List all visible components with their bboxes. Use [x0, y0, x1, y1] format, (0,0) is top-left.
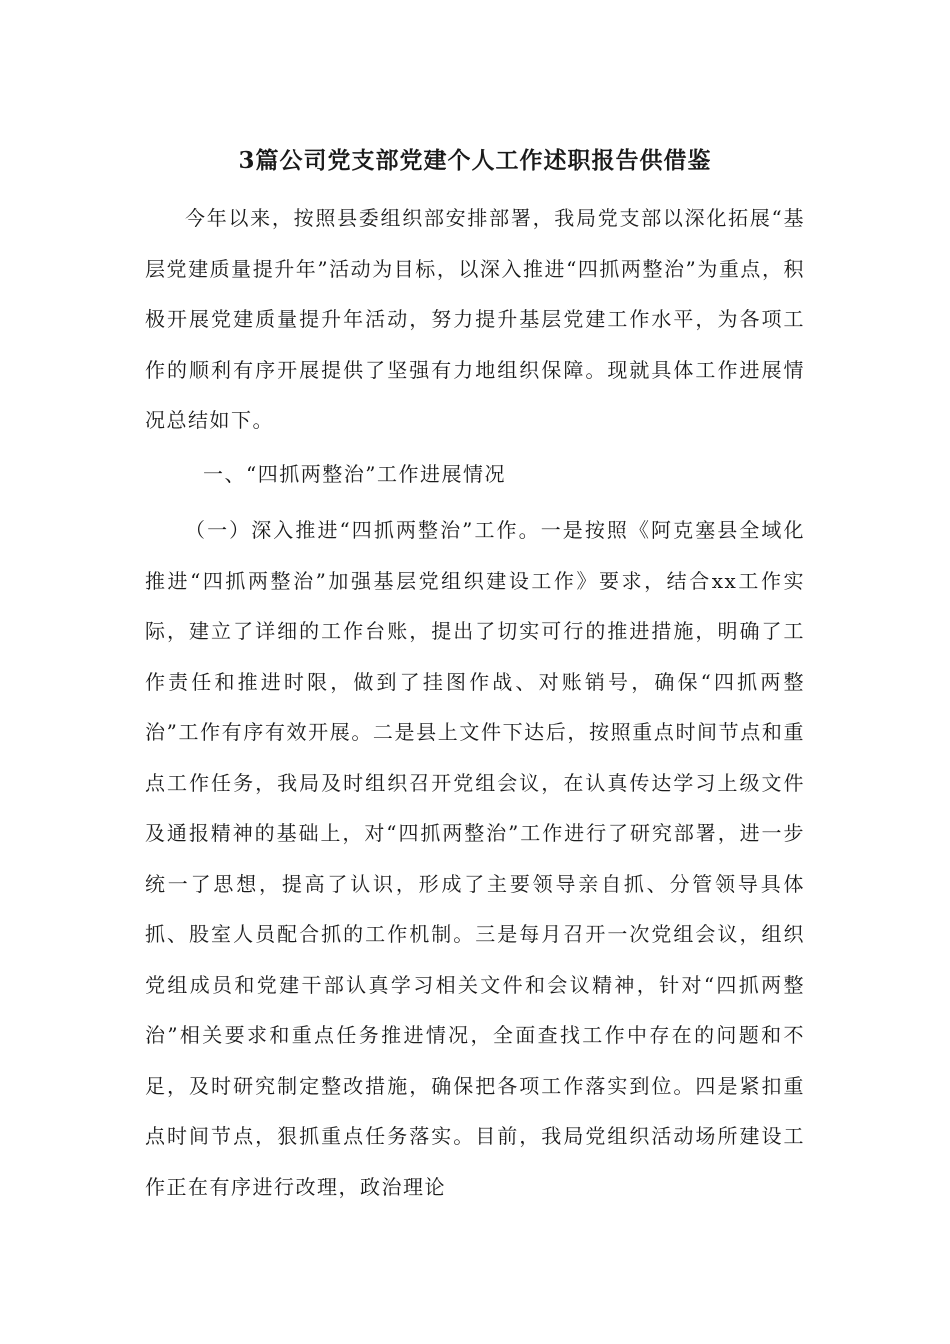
body-paragraph: （一）深入推进“四抓两整治”工作。一是按照《阿克塞县全域化推进“四抓两整治”加强基层党组织建设工作》要求，结合xx工作实际，建立了详细的工作台账，提出了切实可行的推进措施，明确了工作责任和推进时限，做到了挂图作战、对账销号，确保“四抓两整治”工作有序有效开展。二是县上文件下达后，按照重点时间节点和重点工作任务，我局及时组织召开党组会议，在认真传达学习上级文件及通报精神的基础上，对“四抓两整治”工作进行了研究部署，进一步统一了思想，提高了认识，形成了主要领导亲自抓、分管领导具体抓、股室人员配合抓的工作机制。三是每月召开一次党组会议，组织党组成员和党建干部认真学习相关文件和会议精神，针对“四抓两整治”相关要求和重点任务推进情况，全面查找工作中存在的问题和不足，及时研究制定整改措施，确保把各项工作落实到位。四是紧扣重点时间节点，狠抓重点任务落实。目前，我局党组织活动场所建设工作正在有序进行改理，政治理论	[145, 518, 805, 1199]
section-heading: 一、“四抓两整治”工作进展情况	[203, 462, 506, 486]
intro-paragraph: 今年以来，按照县委组织部安排部署，我局党支部以深化拓展“基层党建质量提升年”活动为目标，以深入推进“四抓两整治”为重点，积极开展党建质量提升年活动，努力提升基层党建工作水平，为各项工作的顺利有序开展提供了坚强有力地组织保障。现就具体工作进展情况总结如下。	[145, 206, 805, 432]
document-title: 3篇公司党支部党建个人工作述职报告供借鉴	[238, 147, 712, 174]
